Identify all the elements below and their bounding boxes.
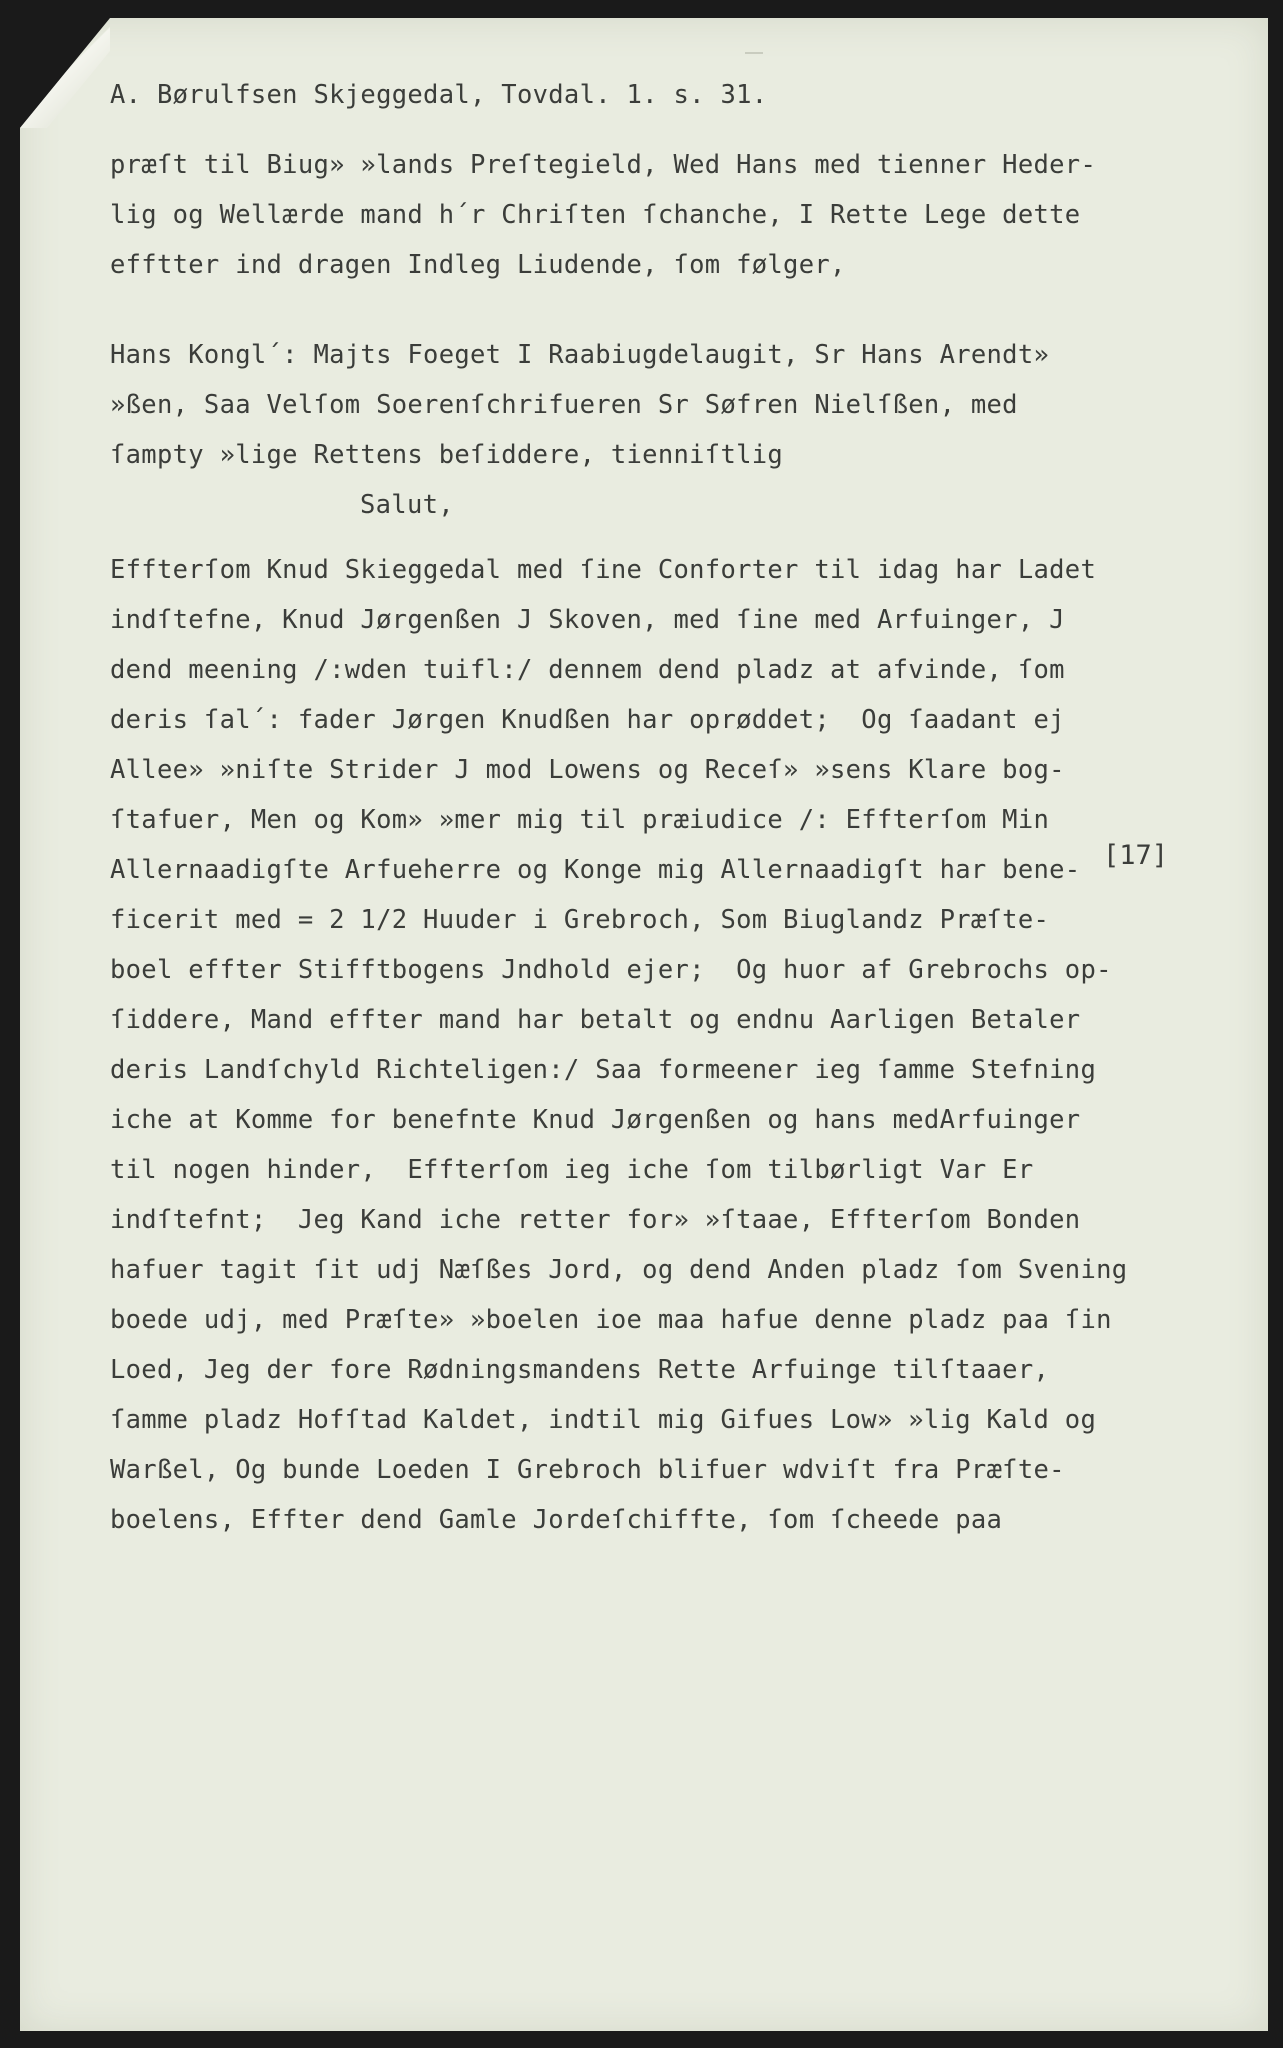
text-line: boelens, Effter dend Gamle Jordeſchiffte, ſom ſcheede paa — [110, 1505, 1003, 1535]
text-line: ſampty »lige Rettens beſiddere, tienniſtlig — [110, 440, 784, 470]
paragraph-2 — [110, 330, 1150, 530]
document-text — [110, 70, 1150, 1545]
paragraph-3 — [110, 545, 1150, 1545]
document-header: A. Børulfsen Skjeggedal, Tovdal. 1. s. 31. — [110, 80, 768, 110]
text-line: deris Landſchyld Richteligen:/ Saa formeener ieg ſamme Stefning — [110, 1055, 1097, 1085]
text-line: ſamme pladz Hofſtad Kaldet, indtil mig Gifues Low» »lig Kald og — [110, 1405, 1097, 1435]
text-line: dend meening /:wden tuifl:/ dennem dend pladz at afvinde, ſom — [110, 655, 1065, 685]
text-line: indſtefnt; Jeg Kand iche retter for» »ſtaae, Effterſom Bonden — [110, 1205, 1081, 1235]
text-line: deris ſal´: fader Jørgen Knudßen har oprøddet; Og ſaadant ej — [110, 705, 1065, 735]
text-line: Allernaadigſte Arfueherre og Konge mig Allernaadigſt har bene- — [110, 855, 1081, 885]
text-line: »ßen, Saa Velſom Soerenſchrifueren Sr Søfren Nielſßen, med — [110, 390, 1018, 420]
margin-page-number: [17] — [1103, 840, 1169, 871]
paragraph-1 — [110, 140, 1150, 290]
text-line: boede udj, med Præſte» »boelen ioe maa hafue denne pladz paa ſin — [110, 1305, 1112, 1335]
text-line: Hans Kongl´: Majts Foeget I Raabiugdelaugit, Sr Hans Arendt» — [110, 340, 1050, 370]
text-line: ficerit med = 2 1/2 Huuder i Grebroch, Som Biuglandz Præſte- — [110, 905, 1050, 935]
text-line: Warßel, Og bunde Loeden I Grebroch blifuer wdviſt fra Præſte- — [110, 1455, 1065, 1485]
text-line: Loed, Jeg der fore Rødningsmandens Rette Arfuinge tilſtaaer, — [110, 1355, 1050, 1385]
text-line: boel effter Stifftbogens Jndhold ejer; Og huor af Grebrochs op- — [110, 955, 1112, 985]
text-line: ſiddere, Mand effter mand har betalt og endnu Aarligen Betaler — [110, 1005, 1081, 1035]
text-line: lig og Wellærde mand h´r Chriſten ſchanche, I Rette Lege dette — [110, 200, 1081, 230]
text-line: hafuer tagit ſit udj Næſßes Jord, og dend Anden pladz ſom Svening — [110, 1255, 1128, 1285]
text-line: efftter ind dragen Indleg Liudende, ſom følger, — [110, 250, 846, 280]
text-line: Allee» »niſte Strider J mod Lowens og Receſ» »sens Klare bog- — [110, 755, 1065, 785]
salutation: Salut, — [360, 490, 454, 520]
text-line: præſt til Biug» »lands Preſtegield, Wed Hans med tienner Heder- — [110, 150, 1097, 180]
text-line: iche at Komme for benefnte Knud Jørgenßen og hans medArfuinger — [110, 1105, 1081, 1135]
page-mark — [745, 52, 763, 54]
text-line: ſtafuer, Men og Kom» »mer mig til præiudice /: Effterſom Min — [110, 805, 1050, 835]
text-line: Effterſom Knud Skieggedal med ſine Conforter til idag har Ladet — [110, 555, 1097, 585]
text-line: til nogen hinder, Effterſom ieg iche ſom tilbørligt Var Er — [110, 1155, 1034, 1185]
text-line: indſtefne, Knud Jørgenßen J Skoven, med ſine med Arfuinger, J — [110, 605, 1065, 635]
